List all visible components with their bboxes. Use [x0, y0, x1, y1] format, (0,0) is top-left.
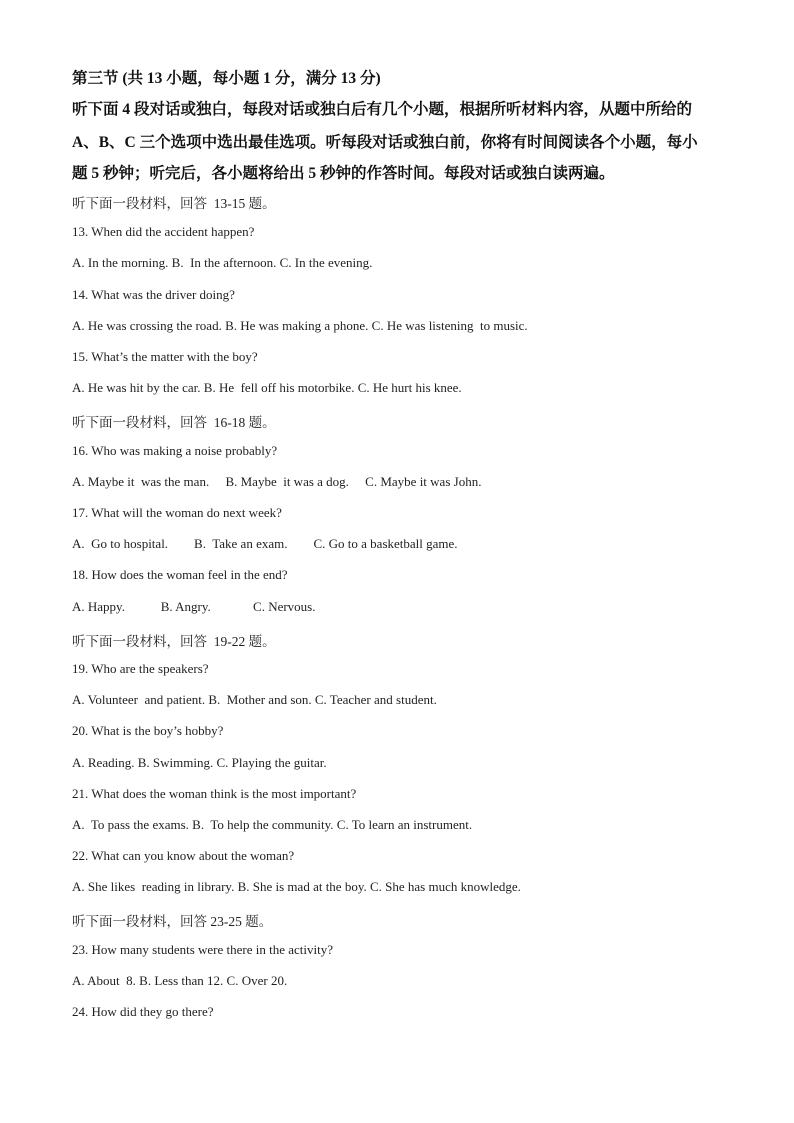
instruction-line: 听下面 4 段对话或独白，每段对话或独白后有几个小题，根据所听材料内容，从题中所给的	[72, 101, 693, 118]
question: 23. How many students were there in the activity?	[72, 942, 334, 957]
question: 14. What was the driver doing?	[72, 287, 235, 302]
question: 13. When did the accident happen?	[72, 224, 255, 239]
material-intro: 听下面一段材料，回答 23-25 题。	[72, 914, 273, 929]
question: 17. What will the woman do next week?	[72, 505, 282, 520]
options: A. To pass the exams. B. To help the community. C. To learn an instrument.	[72, 817, 473, 832]
options: A. Go to hospital. B. Take an exam. C. Go to a basketball game.	[72, 536, 458, 551]
question: 22. What can you know about the woman?	[72, 848, 295, 863]
options: A. Volunteer and patient. B. Mother and son. C. Teacher and student.	[72, 692, 437, 707]
question: 21. What does the woman think is the most important?	[72, 786, 357, 801]
question: 24. How did they go there?	[72, 1004, 214, 1019]
options: A. He was hit by the car. B. He fell off his motorbike. C. He hurt his knee.	[72, 380, 462, 395]
section-title: 第三节 (共 13 小题，每小题 1 分，满分 13 分)	[72, 70, 381, 87]
question: 18. How does the woman feel in the end?	[72, 567, 288, 582]
options: A. About 8. B. Less than 12. C. Over 20.	[72, 973, 288, 988]
material-intro: 听下面一段材料，回答 19-22 题。	[72, 634, 276, 649]
options: A. In the morning. B. In the afternoon. C. In the evening.	[72, 255, 373, 270]
question: 15. What’s the matter with the boy?	[72, 349, 258, 364]
material-intro: 听下面一段材料，回答 13-15 题。	[72, 196, 276, 211]
material-intro: 听下面一段材料，回答 16-18 题。	[72, 415, 276, 430]
instruction-line: 题 5 秒钟；听完后，各小题将给出 5 秒钟的作答时间。每段对话或独白读两遍。	[72, 165, 615, 182]
options: A. She likes reading in library. B. She is mad at the boy. C. She has much knowledge.	[72, 879, 521, 894]
options: A. Maybe it was the man. B. Maybe it was a dog. C. Maybe it was John.	[72, 474, 482, 489]
instruction-line: A、B、C 三个选项中选出最佳选项。听每段对话或独白前，你将有时间阅读各个小题，每小	[72, 134, 698, 151]
question: 16. Who was making a noise probably?	[72, 443, 278, 458]
question: 20. What is the boy’s hobby?	[72, 723, 224, 738]
options: A. Happy. B. Angry. C. Nervous.	[72, 599, 316, 614]
question: 19. Who are the speakers?	[72, 661, 209, 676]
options: A. He was crossing the road. B. He was making a phone. C. He was listening to music.	[72, 318, 528, 333]
options: A. Reading. B. Swimming. C. Playing the guitar.	[72, 755, 327, 770]
